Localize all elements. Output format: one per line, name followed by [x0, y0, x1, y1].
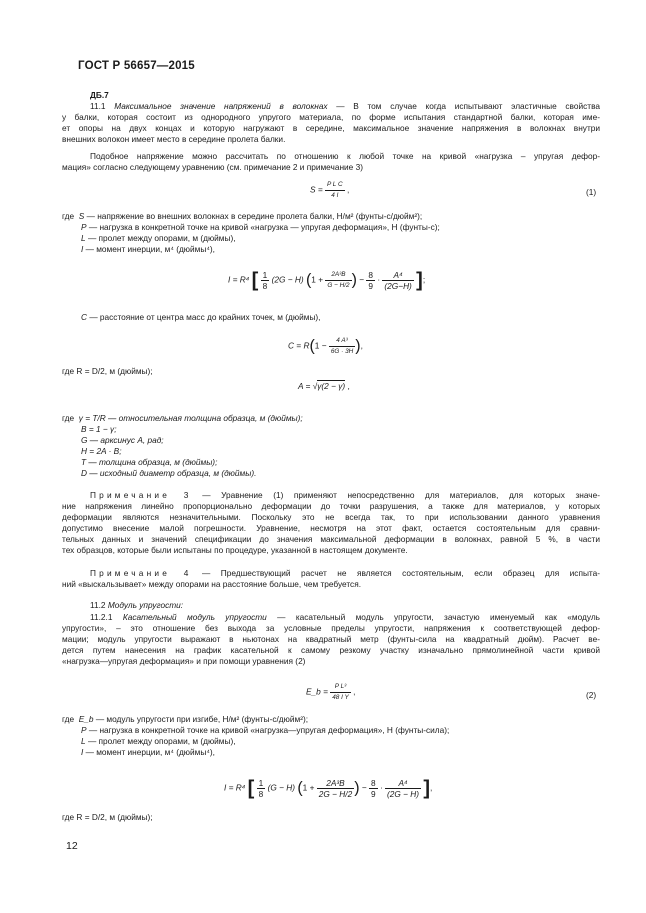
definition-P: P — нагрузка в конкретной точке на кривой «нагрузка — упругая деформация», Н (фунты-с);: [81, 222, 440, 232]
clause-text: — В том случае когда испытывают эластичные свойства: [336, 101, 600, 111]
note-3-line-5: тельных данных и значений спецификации до значения максимальной деформации в волокнах, равной 5 %, в части: [62, 534, 600, 544]
equation-lhs: S =: [310, 184, 323, 195]
definition-B: B = 1 − γ;: [81, 424, 117, 434]
definition-L-2: L — пролет между опорами, м (дюймы),: [81, 736, 236, 746]
clause-number: 11.1: [90, 101, 106, 111]
paragraph-11-1-line-1: [90, 101, 600, 112]
definition-G: G — арксинус A, рад;: [81, 435, 164, 445]
definition-P-2: P — нагрузка в конкретной точке на кривой «нагрузка—упругая деформация», Н (фунты-сила);: [81, 725, 450, 735]
page-number: 12: [66, 840, 78, 852]
note-4-line-2: ний «выскальзывает» между опорами на расстояние больше, чем требуется.: [62, 579, 362, 589]
equation-fraction: $\frac{\text{P L C}}{4 I}$: [327, 181, 343, 199]
definition-S: где S — напряжение во внешних волокнах в середине пролета балки, Н/м² (фунты-с/дюйм²);: [62, 211, 423, 221]
note-4-label: Примечание 4: [90, 568, 192, 578]
document-header: ГОСТ Р 56657—2015: [78, 60, 195, 72]
paragraph-2-line-1: Подобное напряжение можно рассчитать по отношению к любой точке на кривой «нагрузка – упругая дефор-: [90, 151, 600, 161]
clause-title: Максимальное значение напряжений в волокнах: [114, 101, 328, 111]
definition-D: D — исходный диаметр образца, м (дюймы).: [81, 468, 257, 478]
equation-2-number: (2): [586, 690, 597, 700]
paragraph-11-2-1-line-4: дется путем нанесения на график касательной к самому резкому участку изначально прямолинейной части кривой: [62, 645, 600, 655]
note-3-line-6: тех образцов, которые были испытаны по процедуре, указанной в настоящем документе.: [62, 545, 408, 555]
paragraph-11-2-1-line-1: 11.2.1 Касательный модуль упругости — касательный модуль упругости, зачастую именуемый как «модуль: [90, 612, 601, 622]
definition-H: H = 2A · B;: [81, 446, 122, 456]
equation-I-second: I = R⁴ [ $\frac{1}{8}$ (G − H) (1 + $\frac{\text{2A³B}}{2G - H/2}$ ) − $\frac{8}{9}$ · $\frac{\text{A⁴}}{(2G - H)}$ ],: [224, 777, 433, 800]
section-label: ДБ.7: [90, 90, 109, 100]
paragraph-11-2-1-line-2: упругости», – это отношение без выхода за условные пределы упругости, напряжения к соответствующей дефор-: [62, 623, 600, 633]
paragraph-11-1-line-3: ет опоры на двух концах и которую нагружают в середине, максимальное значение напряжения в волокнах внутри: [62, 123, 600, 133]
definition-Eb: где E_b — модуль упругости при изгибе, Н/м² (фунты-с/дюйм²);: [62, 714, 309, 724]
paragraph-11-2-1-line-3: мации; модуль упругости выражают в ньютонах на квадратный метр (фунты-сила на квадратный дюйм). Расчет ве-: [62, 634, 600, 644]
note-3-line-3: деформации являются незначительными. Поскольку это не всегда так, то при использовании данного уравнения: [62, 512, 600, 522]
note-3-label: Примечание 3: [90, 490, 192, 500]
definition-C: C — расстояние от центра масс до крайних точек, м (дюймы),: [81, 312, 321, 322]
definition-I: I — момент инерции, м⁴ (дюймы⁴),: [81, 244, 215, 254]
equation-1-number: (1): [586, 187, 597, 197]
definition-L: L — пролет между опорами, м (дюймы),: [81, 233, 236, 243]
equation-A: A = √γ(2 − γ) ,: [298, 381, 350, 391]
paragraph-11-2-1-line-5: «нагрузка—упругая деформация» и при помощи уравнения (2): [62, 656, 306, 666]
definition-R-first: где R = D/2, м (дюймы);: [62, 366, 153, 376]
note-4-line-1: Примечание 4 — Предшествующий расчет не является состоятельным, если образец для испыта-: [90, 568, 600, 578]
definition-I-2: I — момент инерции, м⁴ (дюймы⁴),: [81, 747, 215, 757]
equation-2: E_b = $\frac{\text{P L³}}{\text{48 I Y}}$ ,: [306, 683, 356, 701]
equation-C: C = R(1 − $\frac{\text{4 A³}}{6G \cdot 3H}$ ),: [288, 337, 363, 355]
paragraph-11-1-line-2: у балки, которая состоит из однородного упругого материала, по форме испытания стандартной балки, которая име-: [62, 112, 600, 122]
definition-gamma: где γ = T/R — относительная толщина образца, м (дюймы);: [62, 413, 303, 423]
note-3-line-1: Примечание 3 — Уравнение (1) применяют непосредственно для материалов, для которых значе-: [90, 490, 600, 500]
paragraph-11-1-line-4: внешних волокон имеет место в середине пролета балки.: [62, 134, 286, 144]
equation-I-first: I = R⁴ [ $\frac{1}{8}$ (2G − H) (1 + $\frac{\text{2A³B}}{G - H/2}$ ) − $\frac{8}{9}$ · $\frac{\text{A⁴}}{(2G-H)}$ ];: [228, 269, 426, 292]
note-3-line-2: ние напряжения линейно пропорционально деформации до точки разрушения, а также для материалов, у которых: [62, 501, 600, 511]
paragraph-2-line-2: мация» согласно следующему уравнению (см. примечание 2 и примечание 3): [62, 162, 363, 172]
note-3-line-4: допустимо внесение малой погрешности. Уравнение, несмотря на этот факт, остается состоятельным для сравни-: [62, 523, 600, 533]
equation-1: S = $\frac{\text{P L C}}{4 I}$ ,: [310, 181, 350, 199]
clause-11-2: 11.2 Модуль упругости:: [90, 600, 184, 610]
definition-R-second: где R = D/2, м (дюймы);: [62, 812, 153, 822]
definition-T: T — толщина образца, м (дюймы);: [81, 457, 218, 467]
